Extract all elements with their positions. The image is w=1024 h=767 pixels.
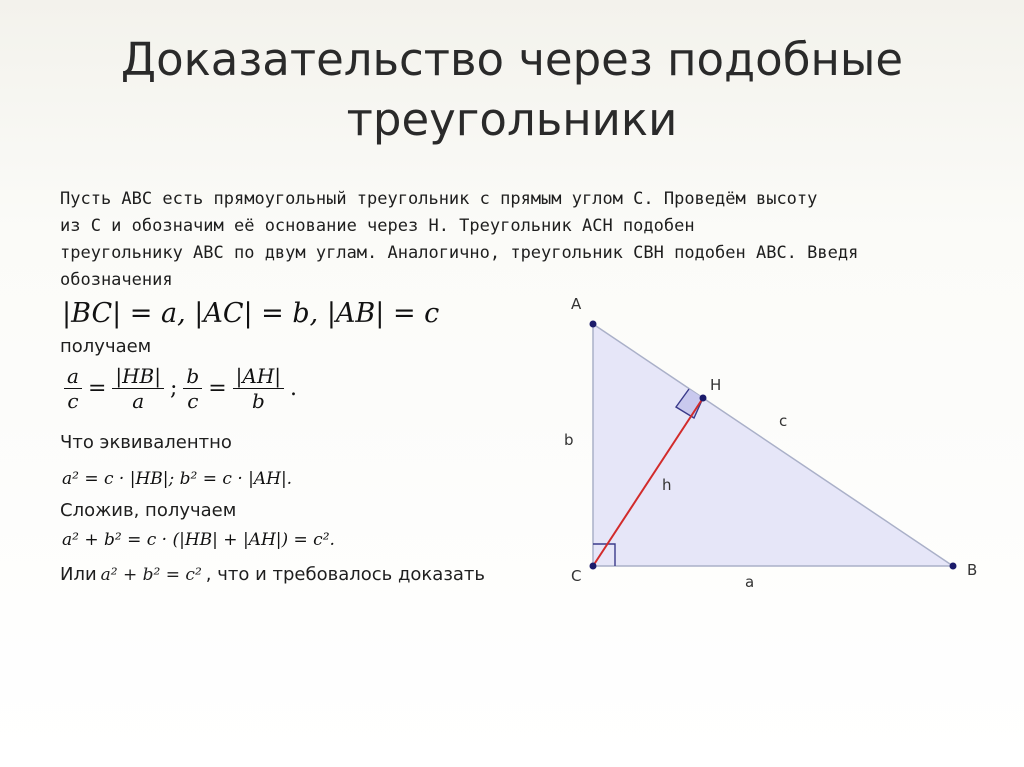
sum-formula: a² + b² = c · (|HB| + |AH|) = c². [62,530,335,550]
fraction-denominator: c [67,389,79,413]
fraction-numerator: |AH| [233,364,284,389]
fraction-hb-a [112,364,164,413]
notation-formula: |BC| = a, |AC| = b, |AB| = c [62,298,440,329]
fraction-numerator: |HB| [112,364,164,389]
slide-title [0,30,1024,150]
equivalent-label: Что эквивалентно [60,432,232,453]
equals-sign: = [87,376,107,401]
ratio-formula [62,364,301,413]
fraction-b-c [183,364,202,413]
triangle-diagram [555,290,995,600]
equivalent-formula: a² = c · |HB|; b² = c · |AH|. [62,469,293,489]
conclusion-formula: a² + b² = c² [100,565,202,585]
point-b [950,563,957,570]
fraction-numerator: a [64,364,82,389]
fraction-denominator: c [187,389,199,413]
vertex-label-b: B [967,561,978,579]
fraction-numerator: b [183,364,202,389]
sum-label: Сложив, получаем [60,500,237,521]
paragraph-line-4: обозначения [60,270,173,290]
separator: ; [170,376,178,401]
paragraph-line-1: Пусть ABC есть прямоугольный треугольник с прямым углом C. Проведём высоту [60,189,818,209]
altitude-label-h: h [662,476,672,494]
fraction-denominator: a [132,389,145,413]
conclusion-prefix: Или [60,564,97,585]
equals-sign: = [208,376,227,401]
fraction-a-c [64,364,82,413]
get-label: получаем [60,336,152,357]
point-c [590,563,597,570]
conclusion-suffix: , что и требовалось доказать [205,564,486,585]
point-h [700,395,707,402]
point-a [590,321,597,328]
vertex-label-h: H [710,376,722,394]
fraction-ah-b [233,364,284,413]
paragraph-line-2: из C и обозначим её основание через H. Треугольник ACH подобен [60,216,695,236]
title-line-2: треугольники [346,93,678,146]
side-label-a: a [745,573,755,591]
vertex-label-c: C [571,567,582,585]
vertex-label-a: A [571,295,582,313]
title-line-1: Доказательство через подобные [120,33,904,86]
conclusion-line [60,564,485,585]
side-label-b: b [564,431,574,449]
period: . [290,376,298,401]
side-label-c: c [779,412,788,430]
triangle-abc [593,324,953,566]
intro-paragraph [60,186,940,294]
paragraph-line-3: треугольнику ABC по двум углам. Аналогично, треугольник CBH подобен ABC. Введя [60,243,859,263]
fraction-denominator: b [251,389,265,413]
